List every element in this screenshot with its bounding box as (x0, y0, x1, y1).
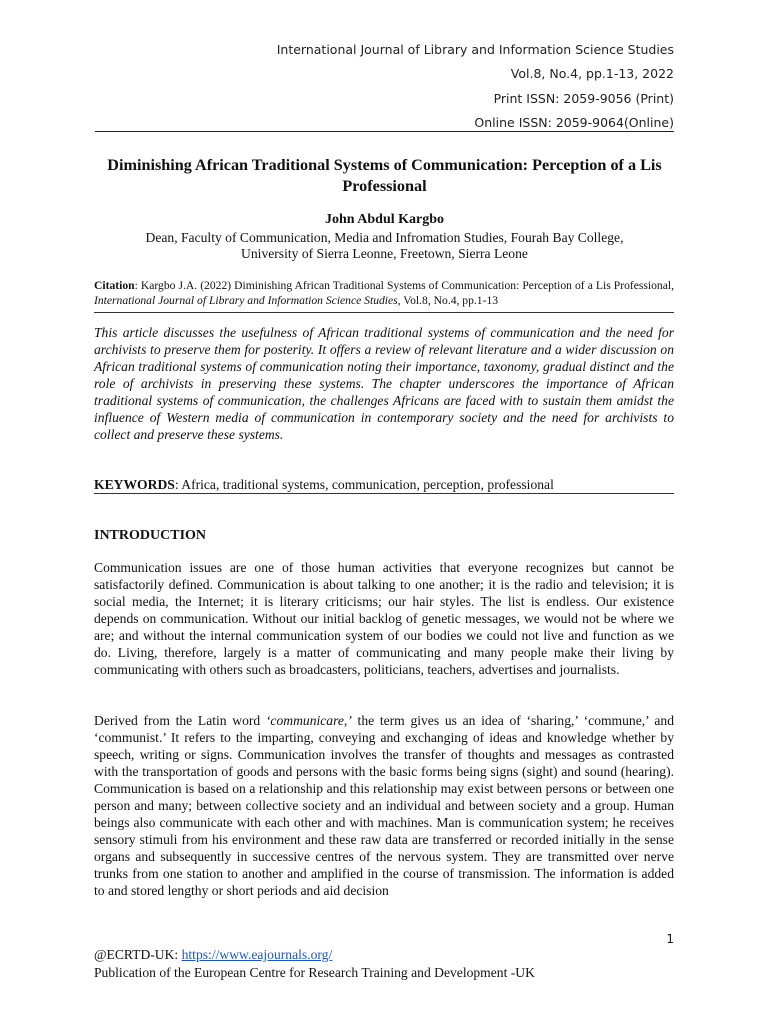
journal-website-link[interactable]: https://www.eajournals.org/ (181, 947, 333, 962)
footer-org (94, 947, 332, 963)
intro-paragraph-2 (94, 712, 674, 899)
citation-label: Citation (94, 279, 135, 292)
author-name: John Abdul Kargbo (324, 212, 445, 227)
latin-term: ‘communicare,’ (265, 713, 352, 728)
affiliation-line-2: University of Sierra Leonne, Freetown, Sierra Leone (241, 246, 528, 261)
keywords-label: KEYWORDS (94, 477, 175, 492)
article-title: Diminishing African Traditional Systems of Communication: Perception of a Lis Professional (107, 156, 662, 195)
paragraph-2-body: the term gives us an idea of ‘sharing,’ ‘commune,’ and ‘communist.’ It refers to the imparting, conveying and exchanging of ideas and knowledge whether by speech, writing or signs. Communication involves the transfer of thoughts and messages as contrasted with the transportation of goods and persons with the basic forms being signs (sight) and sound (hearing). Communication is based on a relationship and this relationship may exist between persons or between one person and many; between collective society and an individual and between society and a group. Human beings also communicate with each other and with machines. Man is communication system; he receives sensory stimuli from his environment and these raw data are transferred or recorded initially in the sense organs and subsequently in successive centres of the nervous system. They are transmitted over nerve trunks from one station to another and amplified in the course of transmission. The information is added to and stored lengthy or short periods and aid decision (94, 713, 674, 898)
print-issn: Print ISSN: 2059-9056 (Print) (493, 91, 674, 106)
keywords-rule (94, 493, 674, 494)
online-issn: Online ISSN: 2059-9064(Online) (474, 115, 674, 130)
citation-text: : Kargbo J.A. (2022) Diminishing African Traditional Systems of Communication: Perception of a Lis Professional, (134, 279, 674, 292)
citation (94, 278, 674, 308)
page-number: 1 (666, 932, 674, 946)
keywords (94, 477, 674, 493)
author-affiliation (95, 230, 674, 262)
intro-paragraph-1: Communication issues are one of those human activities that everyone recognizes but cannot be satisfactorily defined. Communication is about talking to one another; it is the radio and television; it is social media, the Internet; it is literary criticisms; our hair styles. The list is endless. Our existence depends on communication. Without our initial backlog of genetic messages, we would not be where we are; and without the internal communication system of our bodies we could not live and function as we do. Living, therefore, largely is a matter of communicating and many people make their living by communicating with others such as broadcasters, politicians, teachers, advertises and journalists. (94, 560, 674, 677)
footer-publication: Publication of the European Centre for Research Training and Development -UK (94, 965, 535, 980)
citation-journal: International Journal of Library and Information Science Studies (94, 294, 398, 307)
footer-org-label: @ECRTD-UK: (94, 947, 182, 962)
journal-name: International Journal of Library and Information Science Studies (276, 42, 674, 57)
keywords-text: : Africa, traditional systems, communication, perception, professional (174, 477, 554, 492)
affiliation-line-1: Dean, Faculty of Communication, Media and Infromation Studies, Fourah Bay College, (145, 230, 624, 245)
volume-info: Vol.8, No.4, pp.1-13, 2022 (510, 66, 674, 81)
section-heading-introduction: INTRODUCTION (94, 528, 207, 543)
paragraph-2-lead: Derived from the Latin word (94, 713, 266, 728)
citation-details: , Vol.8, No.4, pp.1-13 (397, 294, 499, 307)
abstract: This article discusses the usefulness of African traditional systems of communication and the need for archivists to preserve them for posterity. It offers a review of relevant literature and a wider discussion on African traditional systems of communication noting their importance, taxonomy, gradual distinct and the role of archivists in preserving these systems. The chapter underscores the importance of African traditional systems of communication, the challenges Africans are faced with to sustain them amidst the influence of Western media of communication in contemporary society and the need for archivists to collect and preserve these systems. (94, 325, 674, 442)
header-rule (95, 131, 674, 132)
citation-rule (94, 312, 674, 313)
